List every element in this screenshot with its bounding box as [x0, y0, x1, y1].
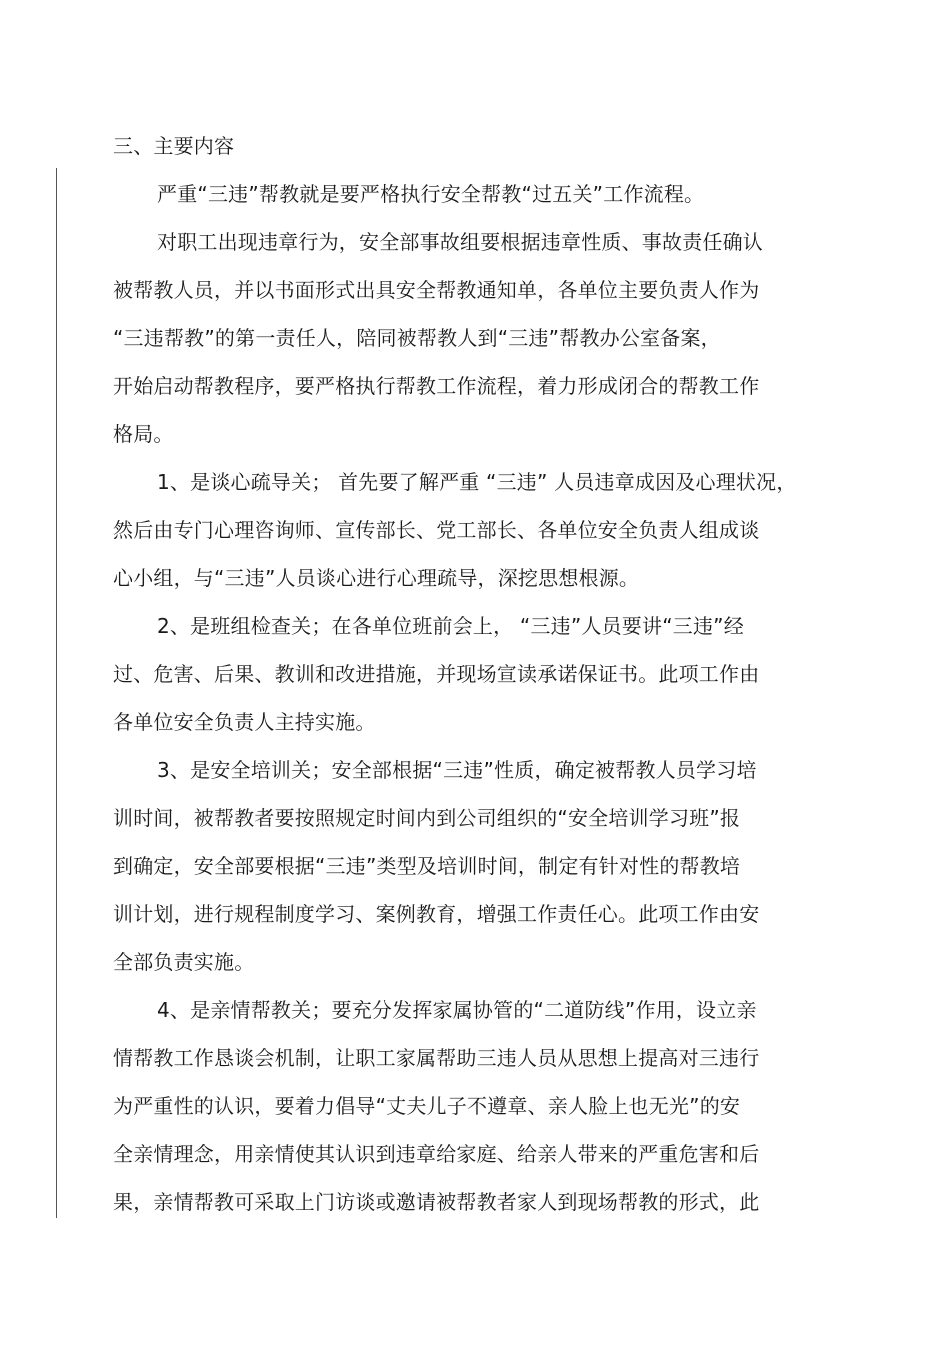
item3-line-2: 训时间，被帮教者要按照规定时间内到公司组织的“安全培训学习班”报: [113, 806, 741, 830]
item3-line-4: 训计划，进行规程制度学习、案例教育，增强工作责任心。此项工作由安: [113, 902, 760, 926]
item4-line-4: 全亲情理念，用亲情使其认识到违章给家庭、给亲人带来的严重危害和后: [113, 1142, 760, 1166]
item4-line-3: 为严重性的认识，要着力倡导“丈夫儿子不遵章、亲人脸上也无光”的安: [113, 1094, 741, 1118]
item2-line-3: 各单位安全负责人主持实施。: [113, 710, 376, 734]
item1-line-2: 然后由专门心理咨询师、宣传部长、党工部长、各单位安全负责人组成谈: [113, 518, 760, 542]
item4-line-2: 情帮教工作恳谈会机制，让职工家属帮助三违人员从思想上提高对三违行: [113, 1046, 760, 1070]
overview-line-5: 格局。: [113, 422, 174, 446]
overview-line-1: 对职工出现违章行为，安全部事故组要根据违章性质、事故责任确认: [157, 230, 763, 254]
item3-line-3: 到确定，安全部要根据“三违”类型及培训时间，制定有针对性的帮教培: [113, 854, 741, 878]
item4-line-1: 4、是亲情帮教关；要充分发挥家属协管的“二道防线”作用，设立亲: [157, 998, 757, 1022]
item1-line-3: 心小组，与“三违”人员谈心进行心理疏导，深挖思想根源。: [113, 566, 640, 590]
item1-line-1: 1、是谈心疏导关； 首先要了解严重 “三违” 人员违章成因及心理状况，: [157, 470, 797, 494]
overview-line-2: 被帮教人员，并以书面形式出具安全帮教通知单，各单位主要负责人作为: [113, 278, 760, 302]
overview-line-3: “三违帮教”的第一责任人，陪同被帮教人到“三违”帮教办公室备案，: [113, 326, 721, 350]
left-margin-rule: [56, 168, 57, 1218]
item2-line-1: 2、是班组检查关；在各单位班前会上， “三违”人员要讲“三违”经: [157, 614, 744, 638]
item2-line-2: 过、危害、后果、教训和改进措施，并现场宣读承诺保证书。此项工作由: [113, 662, 760, 686]
item3-line-5: 全部负责实施。: [113, 950, 255, 974]
intro-line: 严重“三违”帮教就是要严格执行安全帮教“过五关”工作流程。: [157, 182, 705, 206]
overview-line-4: 开始启动帮教程序，要严格执行帮教工作流程，着力形成闭合的帮教工作: [113, 374, 760, 398]
item4-line-5: 果，亲情帮教可采取上门访谈或邀请被帮教者家人到现场帮教的形式，此: [113, 1190, 760, 1214]
item3-line-1: 3、是安全培训关；安全部根据“三违”性质，确定被帮教人员学习培: [157, 758, 757, 782]
section-heading: 三、主要内容: [113, 134, 235, 158]
